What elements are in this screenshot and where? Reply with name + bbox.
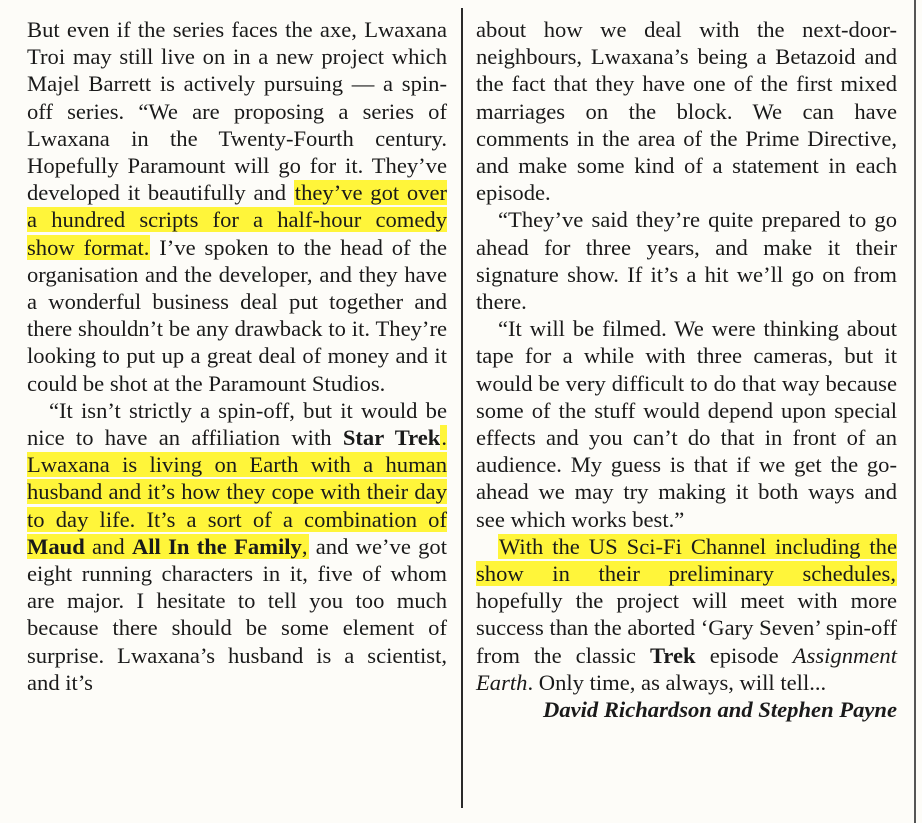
highlighted-text: With the US Sci-Fi Channel including the show in their preliminary schedules, (476, 533, 897, 587)
left-column (27, 16, 447, 696)
paragraph (27, 16, 447, 397)
show-title: Star Trek (342, 425, 441, 451)
text-run: But even if the series faces the axe, Lwaxana Troi may still live on in a new project which Majel Barrett is actively pursuing — a spin-off series. “We are proposing a series of Lwaxana in the Twenty-Fourth century. Hopefully Paramount will go for it. They’ve developed it beautifully and (27, 17, 447, 206)
text-run: episode (695, 642, 793, 668)
highlighted-text: they’ve got over a hundred scripts for a half-hour comedy show format. (27, 180, 448, 260)
paragraph: about how we deal with the next-door-neighbours, Lwaxana’s being a Betazoid and the fact that they have one of the first mixed marriages on the block. We can have comments in the area of the Prime Directive, and make some kind of a statement in each episode. (476, 17, 897, 206)
text-run: . Only time, as always, will tell... (527, 669, 827, 695)
paragraph (27, 397, 447, 696)
text-run: and we’ve got eight running characters in it, five of whom are major. I hesitate to tell you too much because there should be some element of surprise. Lwaxana’s husband is a scientist, and it’s (27, 533, 448, 695)
byline: David Richardson and Stephen Payne (543, 697, 897, 723)
text-run: hopefully the project will meet with more success than the aborted ‘Gary Seven’ spin-off from the classic (476, 588, 897, 668)
right-column (476, 16, 897, 723)
page-edge (914, 0, 916, 823)
paragraph: “It will be filmed. We were thinking about tape for a while with three cameras, but it would be very difficult to do that way because some of the stuff would depend upon special effects and you can’t do that in front of an audience. My guess is that if we get the go-ahead we may try making it both ways and see which works best.” (476, 316, 897, 532)
text-run: I’ve spoken to the head of the organisation and the developer, and they have a wonderful business deal put together and there shouldn’t be any drawback to it. They’re looking to put up a great deal of money and it could be shot at the Paramount Studios. (27, 234, 448, 396)
text-run: “It isn’t strictly a spin-off, but it would be nice to have an affiliation with (27, 397, 447, 451)
show-title: All In the Family (131, 533, 302, 559)
column-divider (461, 8, 463, 808)
episode-title: Assignment Earth (476, 642, 897, 695)
text-run: , (301, 533, 308, 559)
text-run: and (84, 533, 132, 559)
show-title: Trek (650, 642, 696, 668)
text-run: . Lwaxana is living on Earth with a human husband and it’s how they cope with their day to day life. It’s a sort of a combination of (27, 425, 447, 532)
paragraph (476, 533, 897, 696)
show-title: Maud (27, 533, 85, 559)
paragraph: “They’ve said they’re quite prepared to go ahead for three years, and make it their signature show. If it’s a hit we’ll go on from there. (476, 207, 897, 315)
